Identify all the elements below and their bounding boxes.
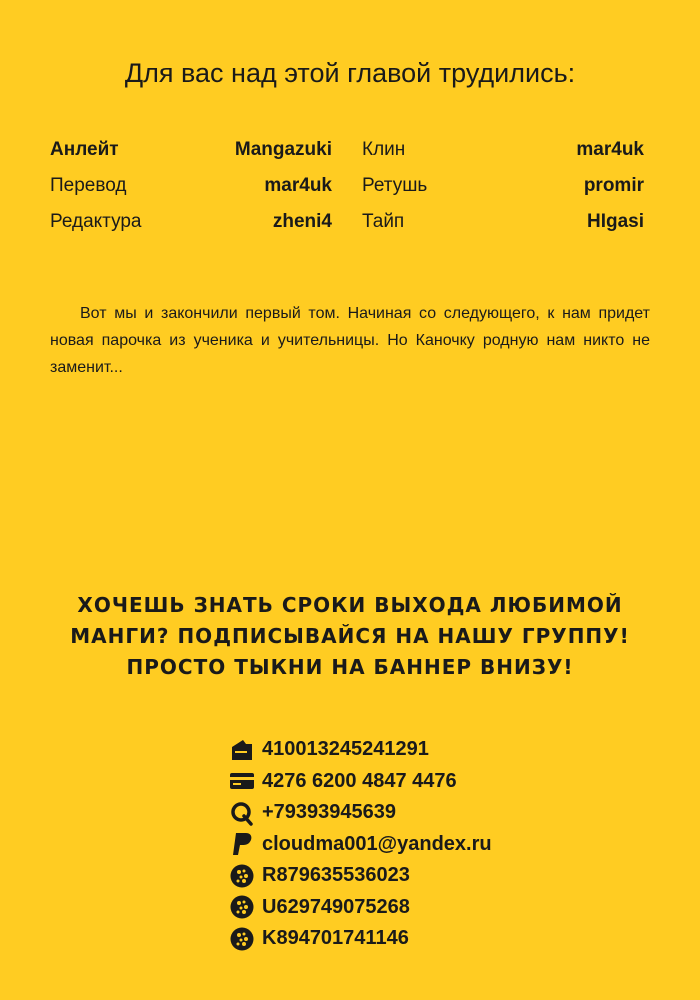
credit-row — [50, 204, 332, 240]
payment-item — [228, 829, 492, 861]
payment-item — [228, 860, 492, 892]
payment-value: K894701741146 — [262, 927, 409, 950]
payment-item — [228, 766, 492, 798]
credit-row — [362, 168, 644, 204]
credits-right — [362, 132, 644, 240]
credit-role: Редактура — [50, 211, 142, 232]
payment-item — [228, 734, 492, 766]
payment-item — [228, 797, 492, 829]
credit-row — [50, 168, 332, 204]
yandex-wallet-icon — [228, 736, 256, 764]
paypal-icon — [228, 830, 256, 858]
credit-role: Клин — [362, 139, 406, 160]
payment-value: U629749075268 — [262, 895, 410, 918]
payment-value: 4276 6200 4847 4476 — [262, 769, 457, 792]
credit-role: Ретушь — [362, 175, 428, 196]
credit-role: Тайп — [362, 211, 405, 232]
payment-list — [228, 734, 492, 955]
webmoney-icon — [228, 893, 256, 921]
payment-item — [228, 892, 492, 924]
promo-line: ПРОСТО ТЫКНИ НА БАННЕР ВНИЗУ! — [126, 655, 574, 679]
credit-person: HIgasi — [586, 211, 644, 232]
credits-left — [50, 132, 332, 240]
webmoney-icon — [228, 925, 256, 953]
credit-person: promir — [583, 175, 644, 196]
credit-person: mar4uk — [264, 175, 332, 196]
page-title: Для вас над этой главой трудились: — [124, 58, 576, 88]
payment-value: +79393945639 — [262, 801, 397, 824]
promo-line: ХОЧЕШЬ ЗНАТЬ СРОКИ ВЫХОДА ЛЮБИМОЙ — [77, 593, 623, 617]
webmoney-icon — [228, 862, 256, 890]
credit-person: Mangazuki — [234, 139, 332, 160]
bank-card-icon — [228, 767, 256, 795]
payment-value: cloudma001@yandex.ru — [262, 832, 492, 855]
chapter-note: Вот мы и закончили первый том. Начиная со следующего, к нам придет новая парочка из ученика и учительницы. Но Каночку родную нам никто не заменит... — [50, 305, 650, 376]
credit-person: zheni4 — [272, 211, 332, 232]
payment-value: R879635536023 — [262, 864, 410, 887]
credit-role: Анлейт — [50, 139, 119, 160]
promo-text — [40, 590, 660, 683]
payment-item — [228, 923, 492, 955]
credit-row — [362, 204, 644, 240]
payment-value: 410013245241291 — [262, 738, 429, 761]
qiwi-icon — [228, 799, 256, 827]
credit-row — [362, 132, 644, 168]
credit-role: Перевод — [50, 175, 127, 196]
promo-line: МАНГИ? ПОДПИСЫВАЙСЯ НА НАШУ ГРУППУ! — [70, 624, 630, 648]
credit-row — [50, 132, 332, 168]
credit-person: mar4uk — [576, 139, 644, 160]
